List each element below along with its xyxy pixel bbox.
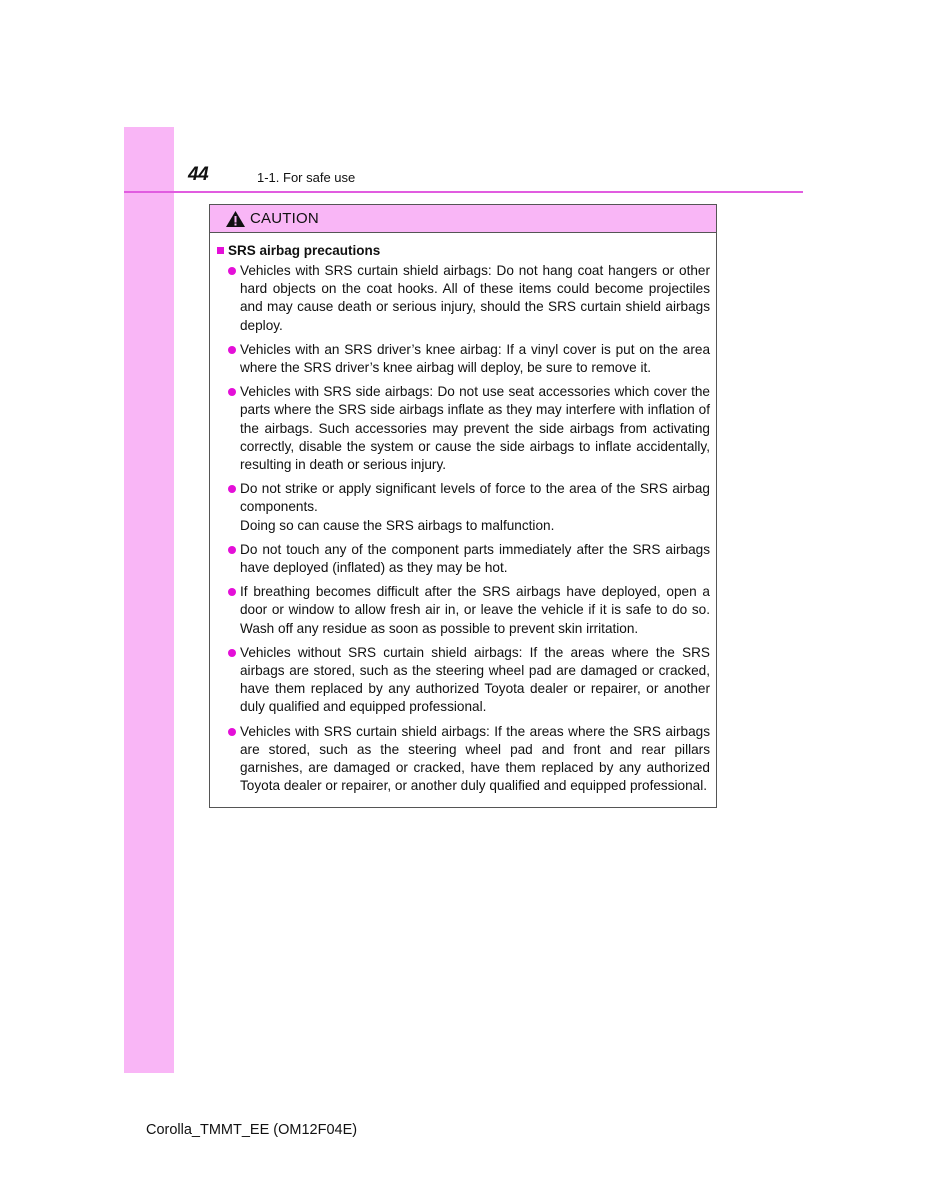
list-item-text: Do not strike or apply significant levels of force to the area of the SRS airbag components. Doing so can cause the SRS airbags to malfunction. xyxy=(240,481,710,533)
list-item-text: Do not touch any of the component parts immediately after the SRS airbags have deployed (inflated) as they may be hot. xyxy=(240,541,710,576)
list-item xyxy=(216,262,710,335)
list-item xyxy=(216,480,710,535)
list-item xyxy=(216,541,710,577)
bullet-dot-icon xyxy=(228,546,236,554)
list-item-text: Vehicles with SRS curtain shield airbags: If the areas where the SRS airbags are stored, such as the steering wheel pad and front and rear pillars garnishes, are damaged or cracked, have them replaced by any authorized Toyota dealer or repairer, or another duly qualified and equipped professional. xyxy=(240,723,710,794)
side-tab xyxy=(124,127,174,1073)
list-item-text: Vehicles with SRS curtain shield airbags: Do not hang coat hangers or other hard objects on the coat hooks. All of these items could become projectiles and may cause death or serious injury, should the SRS curtain shield airbags deploy. xyxy=(240,263,710,333)
bullet-list xyxy=(216,262,710,795)
header-rule xyxy=(124,191,803,193)
list-item xyxy=(216,341,710,377)
bullet-dot-icon xyxy=(228,485,236,493)
caution-heading-text: SRS airbag precautions xyxy=(228,243,381,258)
list-item xyxy=(216,583,710,638)
bullet-dot-icon xyxy=(228,346,236,354)
list-item xyxy=(216,383,710,474)
caution-box xyxy=(209,204,717,808)
footer-doc-id: Corolla_TMMT_EE (OM12F04E) xyxy=(146,1122,358,1138)
square-icon xyxy=(217,247,224,254)
section-title: 1-1. For safe use xyxy=(257,170,356,185)
list-item-text: Vehicles with SRS side airbags: Do not use seat accessories which cover the parts where the SRS side airbags inflate as they may interfere with inflation of the airbags. Such accessories may prevent the side airbags from activating correctly, disable the system or cause the side airbags to inflate accidentally, resulting in death or serious injury. xyxy=(240,384,710,473)
bullet-dot-icon xyxy=(228,388,236,396)
caution-body xyxy=(210,233,716,807)
page-number: 44 xyxy=(188,164,209,185)
caution-heading xyxy=(216,243,710,258)
caution-label: CAUTION xyxy=(250,210,319,227)
caution-header xyxy=(210,205,716,233)
bullet-dot-icon xyxy=(228,267,236,275)
bullet-dot-icon xyxy=(228,649,236,657)
list-item-text: Vehicles with an SRS driver’s knee airbag: If a vinyl cover is put on the area where the SRS driver’s knee airbag will deploy, be sure to remove it. xyxy=(240,341,710,376)
list-item xyxy=(216,723,710,796)
list-item xyxy=(216,644,710,717)
list-item-text: Vehicles without SRS curtain shield airbags: If the areas where the SRS airbags are stored, such as the steering wheel pad are damaged or cracked, have them replaced by any authorized Toyota dealer or repairer, or another duly qualified and equipped professional. xyxy=(240,644,710,715)
warning-triangle-icon xyxy=(225,210,246,228)
bullet-dot-icon xyxy=(228,728,236,736)
list-item-text: If breathing becomes difficult after the SRS airbags have deployed, open a door or window to allow fresh air in, or leave the vehicle if it is safe to do so. Wash off any residue as soon as possible to prevent skin irritation. xyxy=(240,584,710,636)
bullet-dot-icon xyxy=(228,588,236,596)
